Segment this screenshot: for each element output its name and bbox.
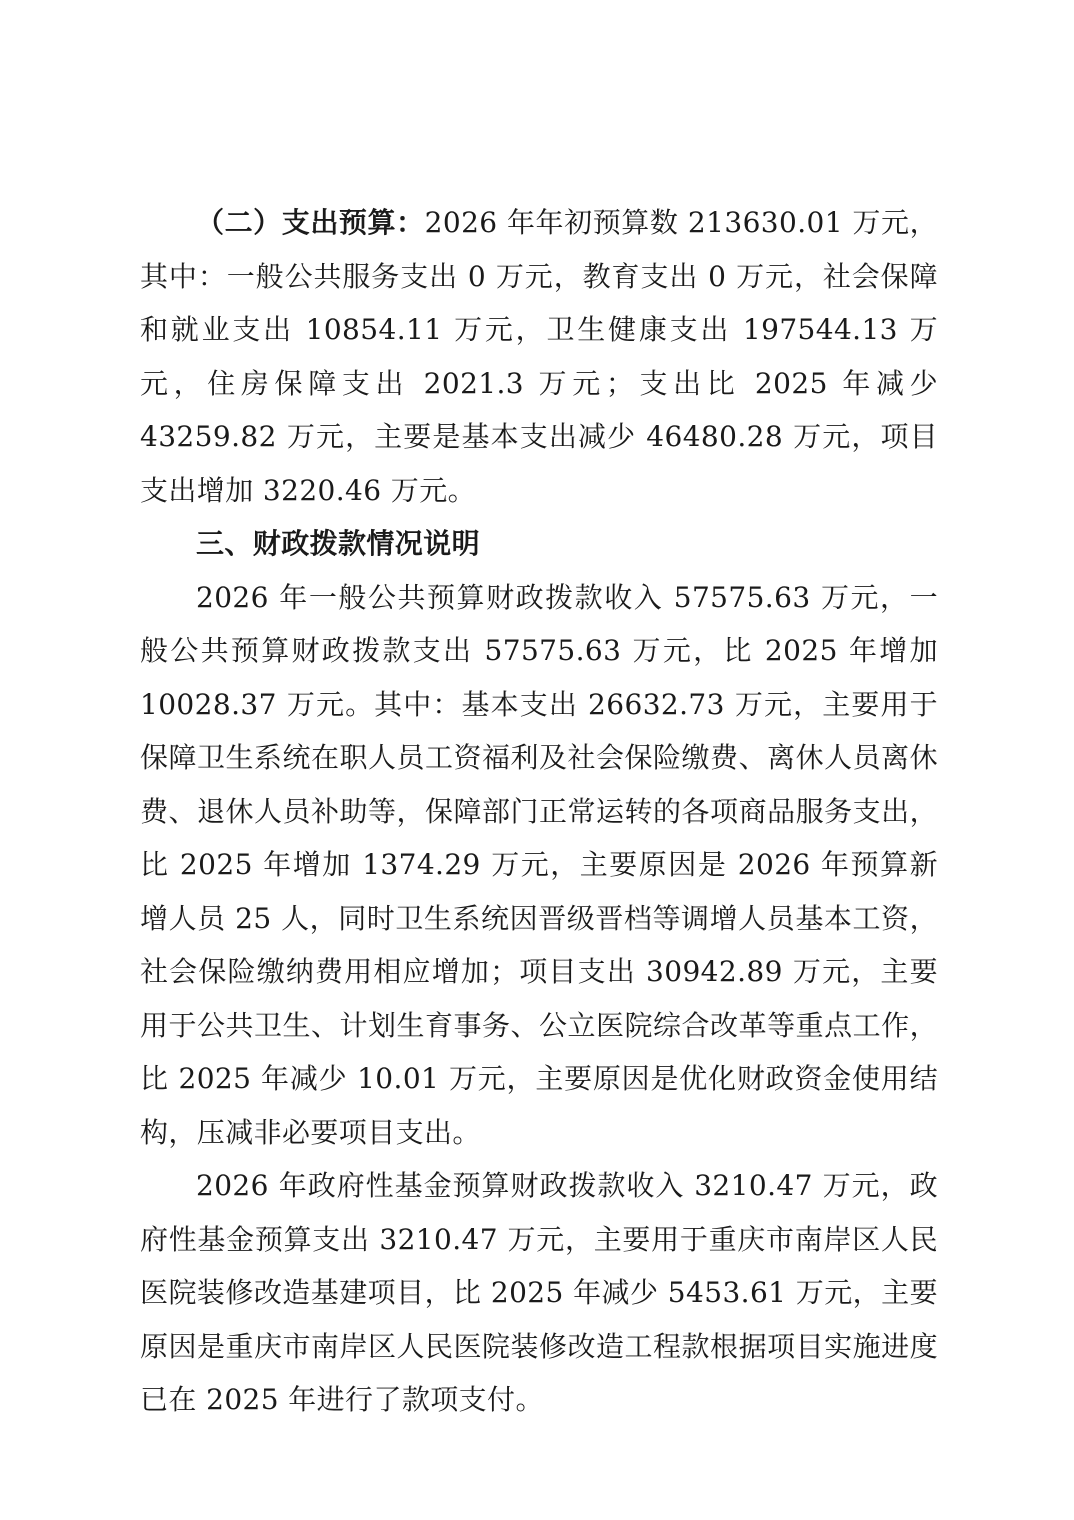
section-heading-fiscal-appropriation: 三、财政拨款情况说明	[196, 527, 481, 560]
expenditure-budget-text: 2026 年年初预算数 213630.01 万元，其中：一般公共服务支出 0 万元，教育支出 0 万元，社会保障和就业支出 10854.11 万元，卫生健康支出 197544.13 万元，住房保障支出 2021.3 万元；支出比 2025 年减少 43259.82 万元，主要是基本支出减少 46480.28 万元，项目支出增加 3220.46 万元。	[140, 206, 938, 507]
expenditure-budget-paragraph	[140, 196, 938, 517]
general-budget-paragraph: 2026 年一般公共预算财政拨款收入 57575.63 万元，一般公共预算财政拨款支出 57575.63 万元，比 2025 年增加 10028.37 万元。其中：基本支出 26632.73 万元，主要用于保障卫生系统在职人员工资福利及社会保险缴费、离休人员离休费、退休人员补助等，保障部门正常运转的各项商品服务支出，比 2025 年增加 1374.29 万元，主要原因是 2026 年预算新增人员 25 人，同时卫生系统因晋级晋档等调增人员基本工资，社会保险缴纳费用相应增加；项目支出 30942.89 万元，主要用于公共卫生、计划生育事务、公立医院综合改革等重点工作，比 2025 年减少 10.01 万元，主要原因是优化财政资金使用结构，压减非必要项目支出。	[140, 580, 938, 1149]
expenditure-budget-lead: （二）支出预算：	[196, 206, 425, 239]
government-fund-paragraph: 2026 年政府性基金预算财政拨款收入 3210.47 万元，政府性基金预算支出 3210.47 万元，主要用于重庆市南岸区人民医院装修改造基建项目，比 2025 年减少 5453.61 万元，主要原因是重庆市南岸区人民医院装修改造工程款根据项目实施进度已在 2025 年进行了款项支付。	[140, 1169, 938, 1416]
document-body	[140, 196, 938, 1427]
